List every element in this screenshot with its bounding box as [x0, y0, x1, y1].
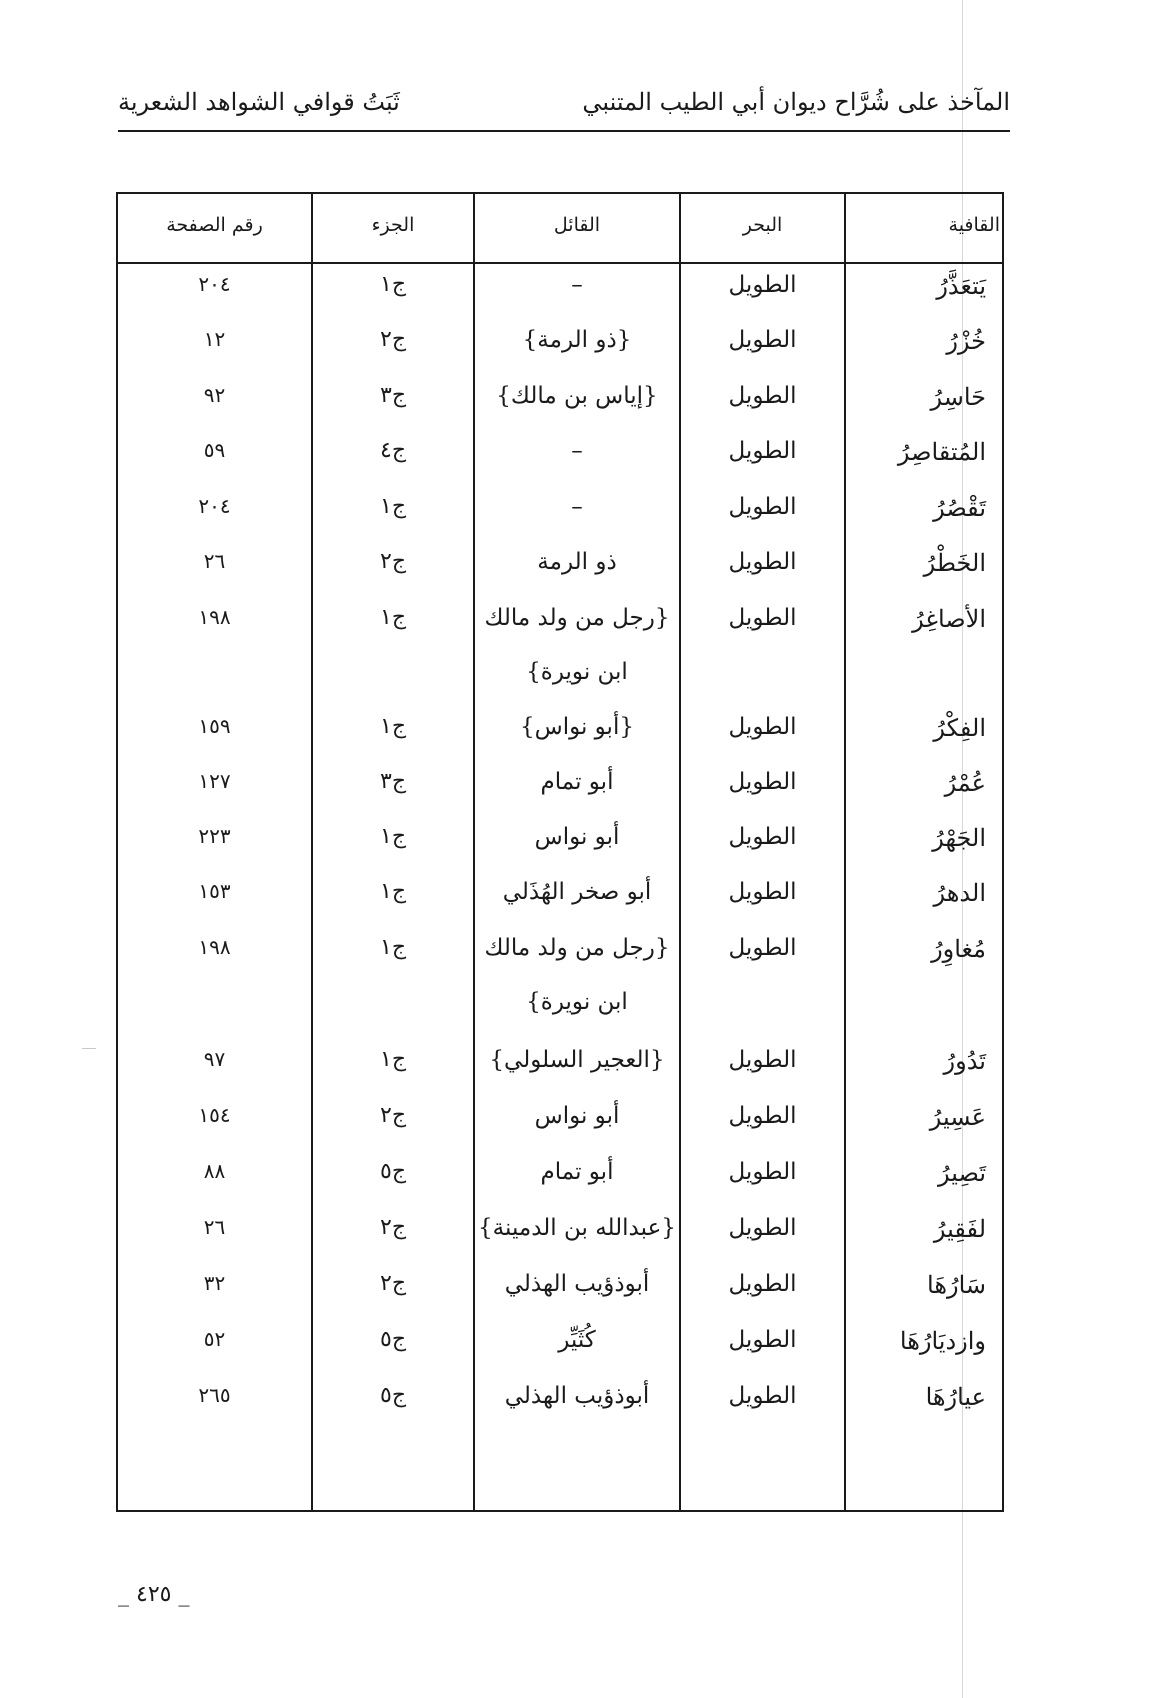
cell-qaail: أبو صخر الهُذَلي [502, 879, 652, 905]
cell-bahr: الطويل [728, 438, 797, 464]
cell-qaail: {رجل من ولد مالك [484, 935, 670, 961]
cell-qafiya: تَقْصُرُ [933, 494, 986, 522]
cell-juz: ج٥ [379, 1327, 407, 1352]
cell-qafiya: تَدُورُ [943, 1047, 986, 1075]
header-bahr: البحر [742, 214, 783, 236]
cell-bahr: الطويل [728, 879, 797, 905]
cell-qafiya: عيارُهَا [925, 1383, 986, 1411]
cell-page: ١٩٨ [198, 935, 231, 959]
cell-qaail: – [571, 272, 583, 298]
cell-qafiya: وازديَارُهَا [899, 1327, 986, 1355]
cell-page: ٢٠٤ [198, 494, 231, 518]
page-number: _ ٤٢٥ _ [118, 1582, 190, 1607]
cell-juz: ج١ [379, 714, 407, 739]
cell-page: ١٥٣ [198, 879, 231, 903]
cell-page: ٣٢ [203, 1271, 226, 1295]
cell-qafiya: المُتقاصِرُ [897, 438, 986, 466]
cell-page: ٩٢ [203, 383, 226, 407]
cell-qafiya: خُزْرُ [946, 327, 986, 355]
cell-page: ٥٢ [203, 1327, 226, 1351]
cell-qafiya: مُغاوِرُ [931, 935, 986, 963]
cell-qaail: أبوذؤيب الهذلي [504, 1271, 650, 1297]
cell-qaail: {العجير السلولي} [489, 1047, 665, 1073]
cell-juz: ج٤ [379, 438, 407, 463]
cell-bahr: الطويل [728, 1215, 797, 1241]
cell-qafiya: حَاسِرُ [930, 383, 986, 411]
cell-qafiya: لفَقِيرُ [933, 1215, 986, 1243]
cell-page: ٢٠٤ [198, 272, 231, 296]
cell-qafiya: سَارُهَا [927, 1271, 986, 1299]
cell-qafiya: الخَطْرُ [923, 549, 986, 577]
cell-bahr: الطويل [728, 935, 797, 961]
cell-page: ١٢ [203, 327, 226, 351]
cell-bahr: الطويل [728, 1047, 797, 1073]
cell-page: ٢٦٥ [198, 1383, 231, 1407]
cell-juz: ج٣ [379, 769, 407, 794]
cell-page: ١٩٨ [198, 605, 231, 629]
cell-qaail: أبو نواس [534, 824, 620, 850]
cell-bahr: الطويل [728, 549, 797, 575]
cell-juz: ج٢ [379, 1271, 407, 1296]
cell-qaail: أبو تمام [540, 1159, 614, 1185]
cell-page: ٩٧ [203, 1047, 226, 1071]
cell-juz: ج٢ [379, 327, 407, 352]
scan-margin-mark [82, 1048, 96, 1049]
header-page: رقم الصفحة [166, 214, 263, 236]
cell-page: ٢٢٣ [198, 824, 231, 848]
cell-juz: ج٥ [379, 1383, 407, 1408]
cell-qafiya: الجَهْرُ [932, 824, 986, 852]
cell-page: ٨٨ [203, 1159, 226, 1183]
cell-bahr: الطويل [728, 1327, 797, 1353]
cell-qaail: – [571, 438, 583, 464]
cell-qaail: {أبو نواس} [519, 714, 634, 740]
cell-page: ٢٦ [203, 1215, 226, 1239]
cell-bahr: الطويل [728, 1271, 797, 1297]
cell-bahr: الطويل [728, 605, 797, 631]
cell-juz: ج٢ [379, 1215, 407, 1240]
cell-page: ١٥٤ [198, 1103, 231, 1127]
cell-qafiya: عُمْرُ [944, 769, 986, 797]
cell-juz: ج١ [379, 935, 407, 960]
cell-qaail: {إياس بن مالك} [496, 383, 658, 409]
cell-qaail-continued: ابن نويرة} [526, 989, 628, 1015]
header-qaail: القائل [553, 214, 601, 236]
cell-qaail: أبوذؤيب الهذلي [504, 1383, 650, 1409]
cell-juz: ج٥ [379, 1159, 407, 1184]
cell-juz: ج١ [379, 1047, 407, 1072]
header-juz: الجزء [371, 214, 415, 236]
cell-bahr: الطويل [728, 327, 797, 353]
cell-bahr: الطويل [728, 769, 797, 795]
cell-qaail-continued: ابن نويرة} [526, 659, 628, 685]
cell-bahr: الطويل [728, 1383, 797, 1409]
cell-bahr: الطويل [728, 383, 797, 409]
cell-juz: ج١ [379, 879, 407, 904]
rhyme-index-table [116, 192, 1004, 1512]
cell-qafiya: يَتعَذَّرُ [936, 272, 986, 300]
cell-qafiya: عَسِيرُ [929, 1103, 986, 1131]
cell-bahr: الطويل [728, 494, 797, 520]
cell-bahr: الطويل [728, 272, 797, 298]
cell-page: ١٥٩ [198, 714, 231, 738]
cell-qafiya: الأصاغِرُ [912, 605, 986, 633]
cell-bahr: الطويل [728, 1103, 797, 1129]
cell-qaail: {ذو الرمة} [522, 327, 632, 353]
header-rule [118, 262, 1002, 264]
cell-juz: ج١ [379, 605, 407, 630]
cell-page: ١٢٧ [198, 769, 231, 793]
cell-qafiya: الفِكْرُ [933, 714, 986, 742]
cell-qaail: أبو تمام [540, 769, 614, 795]
cell-qaail: ذو الرمة [537, 549, 617, 575]
cell-juz: ج١ [379, 494, 407, 519]
cell-page: ٢٦ [203, 549, 226, 573]
cell-qafiya: الدهرُ [933, 879, 986, 907]
cell-qafiya: تَصِيرُ [938, 1159, 986, 1187]
cell-qaail: – [571, 494, 583, 520]
cell-bahr: الطويل [728, 714, 797, 740]
cell-bahr: الطويل [728, 824, 797, 850]
cell-juz: ج١ [379, 272, 407, 297]
cell-qaail: {رجل من ولد مالك [484, 605, 670, 631]
cell-qaail: {عبدالله بن الدمينة} [478, 1215, 676, 1241]
cell-juz: ج١ [379, 824, 407, 849]
cell-qaail: أبو نواس [534, 1103, 620, 1129]
cell-juz: ج٢ [379, 549, 407, 574]
cell-juz: ج٣ [379, 383, 407, 408]
cell-bahr: الطويل [728, 1159, 797, 1185]
cell-page: ٥٩ [203, 438, 226, 462]
cell-qaail: كُثَيِّر [558, 1327, 596, 1353]
header-qafiya: القافية [948, 214, 1000, 236]
book-title: المآخذ على شُرَّاح ديوان أبي الطيب المتنبي [582, 88, 1010, 116]
section-title: ثَبَتُ قوافي الشواهد الشعرية [118, 88, 400, 116]
cell-juz: ج٢ [379, 1103, 407, 1128]
running-header [118, 78, 1010, 132]
